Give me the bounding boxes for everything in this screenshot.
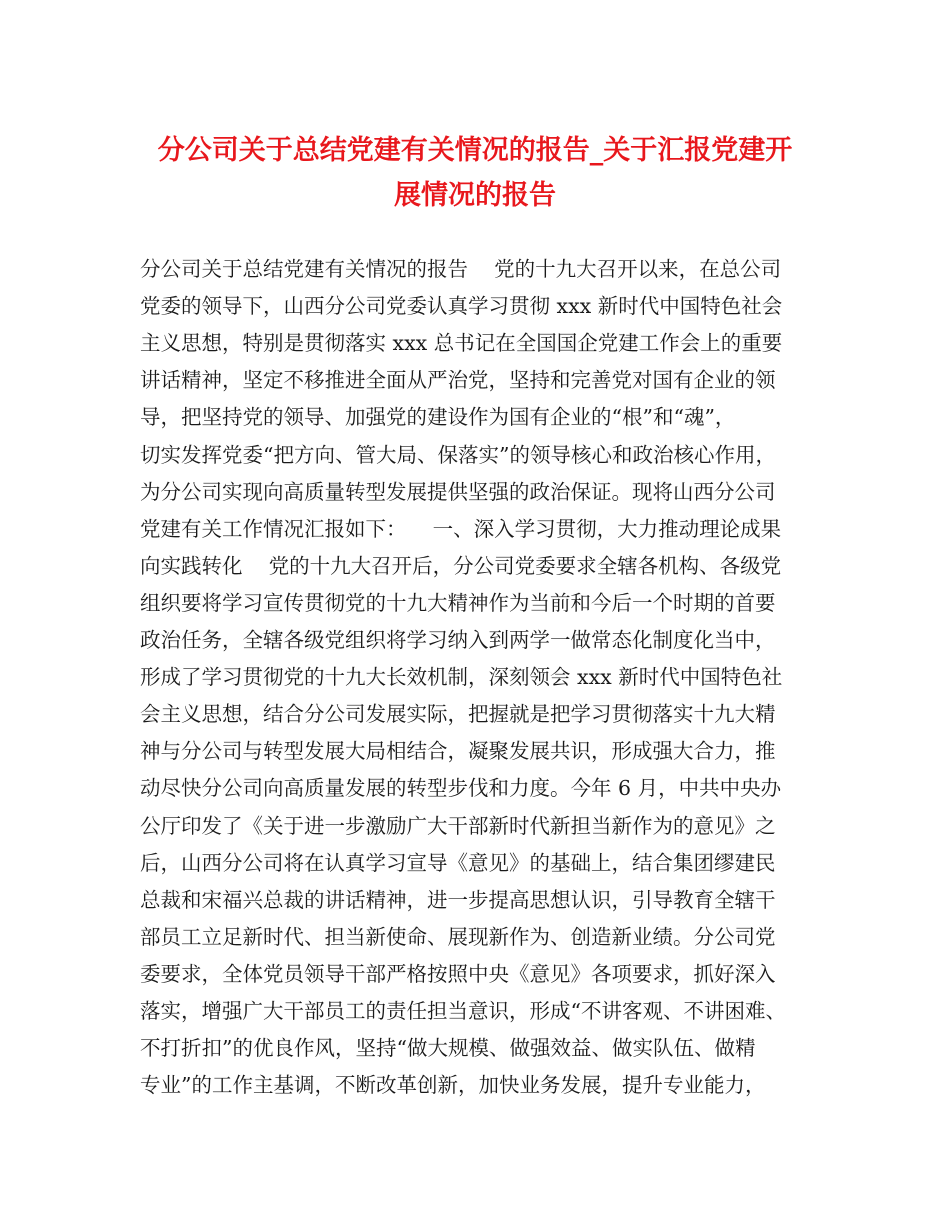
document-title-line-2: 展情况的报告 xyxy=(394,180,556,211)
body-line: 不打折扣”的优良作风，坚持“做大规模、做强效益、做实队伍、做精 xyxy=(140,1036,756,1061)
body-line: 形成了学习贯彻党的十九大长效机制，深刻领会 xxx 新时代中国特色社 xyxy=(140,665,783,690)
body-line: 动尽快分公司向高质量发展的转型步伐和力度。今年 6 月，中共中央办 xyxy=(140,776,782,801)
body-line: 党委的领导下，山西分公司党委认真学习贯彻 xxx 新时代中国特色社会 xyxy=(140,294,783,319)
body-line: 公厅印发了《关于进一步激励广大干部新时代新担当新作为的意见》之 xyxy=(140,813,776,838)
body-line: 讲话精神，坚定不移推进全面从严治党，坚持和完善党对国有企业的领 xyxy=(140,368,776,393)
body-line: 导，把坚持党的领导、加强党的建设作为国有企业的“根”和“魂”， xyxy=(140,405,736,430)
body-line: 神与分公司与转型发展大局相结合，凝聚发展共识，形成强大合力，推 xyxy=(140,739,776,764)
body-line: 分公司关于总结党建有关情况的报告 党的十九大召开以来，在总公司 xyxy=(140,257,782,281)
body-line: 委要求，全体党员领导干部严格按照中央《意见》各项要求，抓好深入 xyxy=(140,961,776,986)
document-body xyxy=(140,251,830,1104)
body-line: 组织要将学习宣传贯彻党的十九大精神作为当前和今后一个时期的首要 xyxy=(140,590,776,615)
body-line: 政治任务，全辖各级党组织将学习纳入到两学一做常态化制度化当中， xyxy=(140,628,776,652)
body-line: 专业”的工作主基调，不断改革创新，加快业务发展，提升专业能力， xyxy=(140,1073,766,1098)
body-line: 总裁和宋福兴总裁的讲话精神，进一步提高思想认识，引导教育全辖干 xyxy=(140,887,776,912)
body-line: 会主义思想，结合分公司发展实际，把握就是把学习贯彻落实十九大精 xyxy=(140,702,776,727)
document-title-line-1: 分公司关于总结党建有关情况的报告_关于汇报党建开 xyxy=(157,135,793,166)
body-line: 党建有关工作情况汇报如下： 一、深入学习贯彻，大力推动理论成果 xyxy=(140,516,782,541)
body-line: 落实，增强广大干部员工的责任担当意识，形成“不讲客观、不讲困难、 xyxy=(140,999,786,1023)
body-line: 部员工立足新时代、担当新使命、展现新作为、创造新业绩。分公司党 xyxy=(140,924,776,949)
body-line: 后，山西分公司将在认真学习宣导《意见》的基础上，结合集团缪建民 xyxy=(140,850,776,875)
body-line: 主义思想，特别是贯彻落实 xxx 总书记在全国国企党建工作会上的重要 xyxy=(140,331,783,356)
body-line: 向实践转化 党的十九大召开后，分公司党委要求全辖各机构、各级党 xyxy=(140,553,782,578)
body-line: 切实发挥党委“把方向、管大局、保落实”的领导核心和政治核心作用， xyxy=(140,442,776,467)
body-line: 为分公司实现向高质量转型发展提供坚强的政治保证。现将山西分公司 xyxy=(140,479,776,504)
